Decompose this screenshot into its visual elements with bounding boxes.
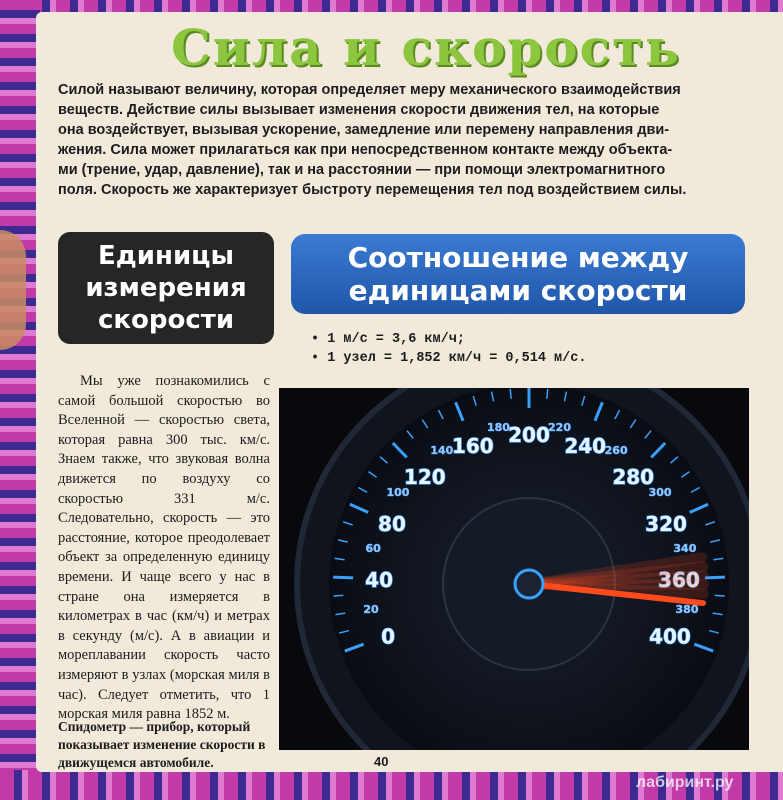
gauge-major-label: 40 (365, 567, 394, 592)
gauge-tick (333, 595, 343, 596)
gauge-minor-label: 300 (648, 486, 672, 500)
heading-line: Соотношение между (347, 241, 689, 274)
gauge-major-label: 240 (564, 433, 607, 458)
gauge-major-label: 320 (645, 511, 687, 536)
decorative-left-border (0, 0, 40, 800)
gauge-major-label: 0 (381, 624, 396, 649)
intro-line: поля. Скорость же характеризует быстроту перемещения тел под воздействием силы. (58, 182, 687, 198)
ratio-item: • 1 узел = 1,852 км/ч = 0,514 м/с. (311, 349, 751, 368)
intro-line: ми (трение, удар, давление), так и на расстоянии — при помощи электромагнитного (58, 162, 666, 178)
watermark: лабиринт.ру (636, 774, 734, 791)
gauge-minor-label: 20 (363, 603, 379, 617)
gauge-minor-label: 180 (486, 420, 510, 434)
gauge-tick (333, 577, 353, 578)
ratio-item: • 1 м/с = 3,6 км/ч; (311, 330, 751, 349)
gauge-tick (547, 389, 548, 399)
page-title: Сила и скорость (170, 18, 681, 77)
ratio-list (311, 330, 751, 368)
gauge-major-label: 280 (612, 465, 655, 490)
body-paragraph: Мы уже познакомились с самой большой скоростью во Вселенной — скоростью света, которая равна 300 тыс. км/с. Знаем также, что звуковая волна движется по воздуху со скоростью 331 м/с. Следовательно, скорость — это расстояние, которое преодолевает объект за определенную единицу времени. И чаще всего у нас в стране она измеряется в километрах в час (км/ч) и метрах в секунду (м/с). А в авиации и мореплавании скорость часто измеряют в узлах (морская миля в час). Следует отметить, что 1 морская миля равна 1852 м. (58, 373, 270, 723)
gauge-major-label: 400 (649, 624, 691, 649)
gauge-tick (510, 389, 511, 399)
gauge-minor-label: 60 (365, 542, 381, 556)
gauge-major-label: 200 (508, 423, 550, 447)
speedometer-caption: Спидометр — прибор, который показывает изменение скорости в движущемся автомобиле. (58, 719, 266, 770)
gauge-tick (715, 595, 725, 596)
units-heading (85, 240, 246, 336)
heading-line: скорости (97, 305, 235, 335)
gauge-minor-label: 340 (673, 542, 697, 556)
gauge-minor-label: 220 (548, 420, 572, 434)
gauge-minor-label: 140 (430, 443, 454, 457)
units-heading-box (58, 232, 274, 344)
heading-line: Единицы (98, 241, 234, 271)
gauge-major-label: 120 (403, 465, 446, 490)
heading-line: измерения (85, 273, 247, 303)
book-page (36, 12, 783, 772)
gauge-minor-label: 380 (675, 603, 699, 617)
gauge-major-label: 80 (378, 511, 406, 536)
intro-line: Силой называют величину, которая определяет меру механического взаимодействия (58, 82, 681, 98)
intro-line: жения. Сила может прилагаться как при непосредственном контакте между объекта- (58, 142, 673, 158)
ratio-heading-box (291, 234, 745, 314)
ratio-heading (348, 241, 689, 307)
gauge-major-label: 160 (451, 433, 494, 458)
gauge-major-label: 360 (658, 567, 700, 592)
intro-line: веществ. Действие силы вызывает изменения скорости движения тел, на которые (58, 102, 660, 118)
gauge-minor-label: 260 (604, 443, 628, 457)
speedometer-gauge (279, 388, 749, 750)
page-number: 40 (374, 754, 389, 769)
finger-shadow (0, 230, 26, 350)
intro-line: она воздействует, вызывая ускорение, замедление или перемену направления дви- (58, 122, 670, 138)
heading-line: единицами скорости (348, 274, 688, 307)
intro-paragraph (58, 80, 753, 200)
needle-cap (515, 570, 543, 598)
gauge-minor-label: 100 (386, 486, 410, 500)
speedometer-photo (279, 388, 749, 750)
